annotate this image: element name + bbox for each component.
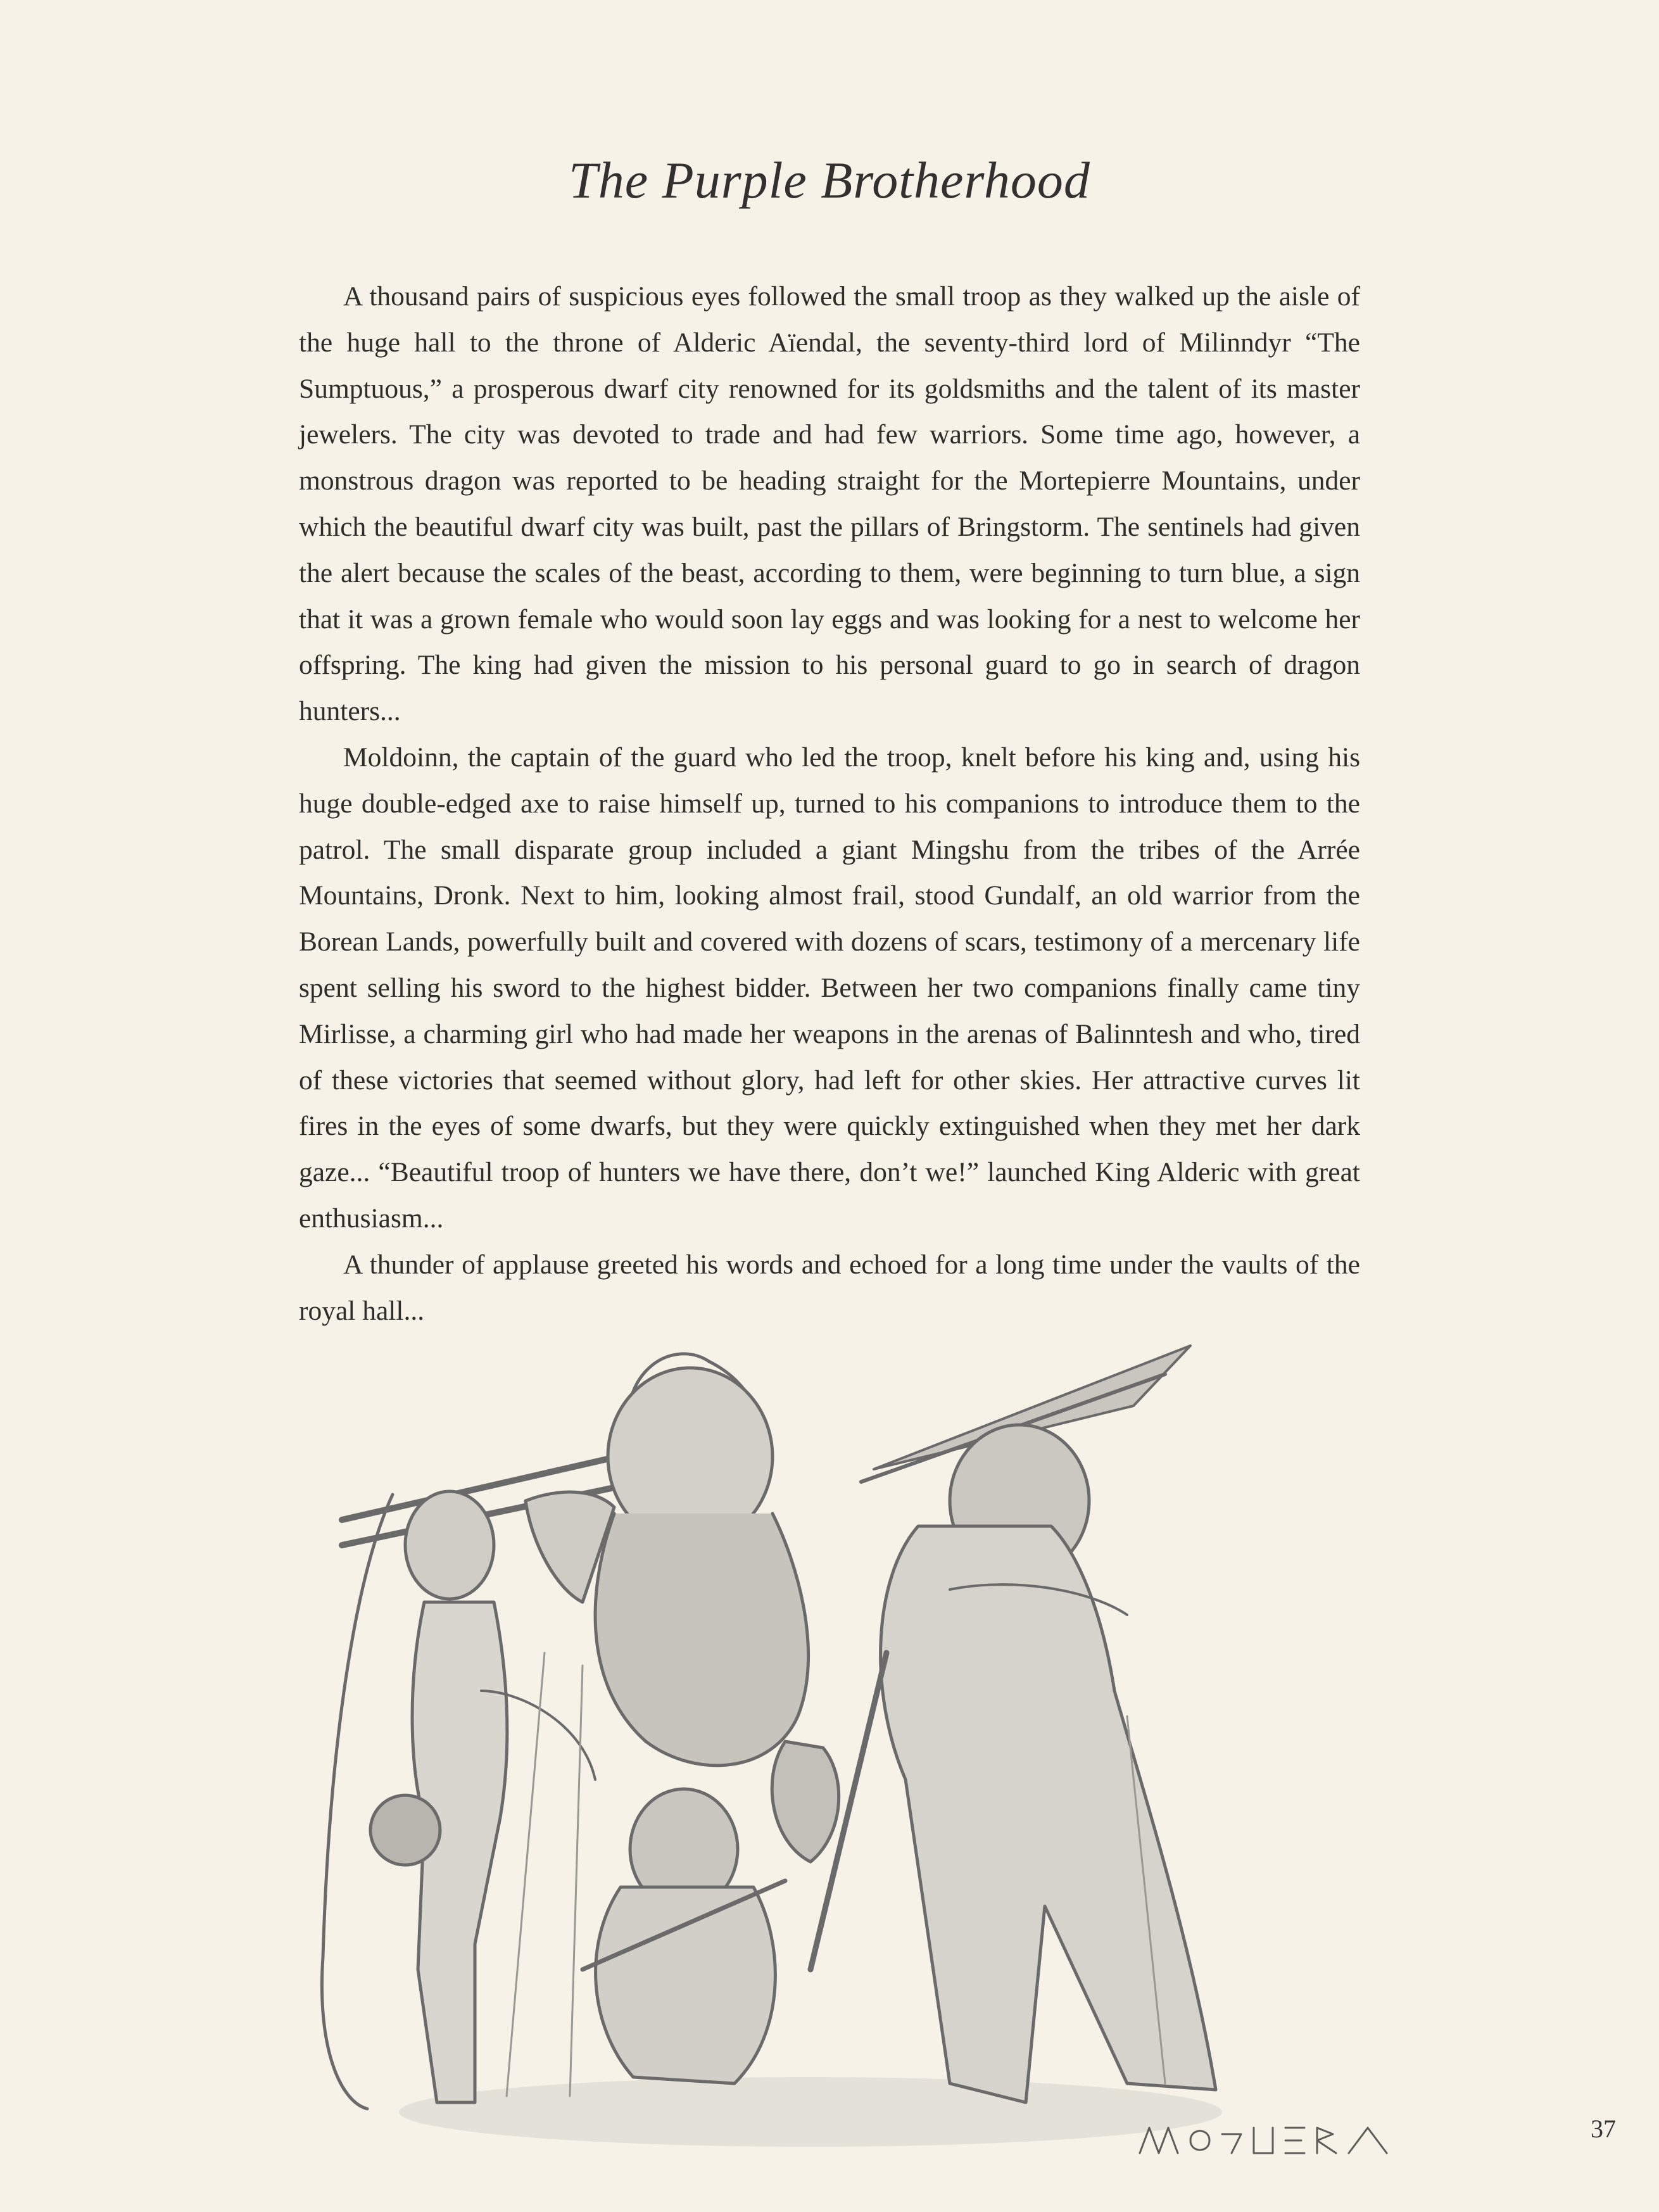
paragraph: Moldoinn, the captain of the guard who led the troop, knelt before his king and, using his huge double-edged axe to raise himself up, turned to his companions to introduce them to the patrol. The small disparate group included a giant Mingshu from the tribes of the Arrée Mountains, Dronk. Next to him, looking almost frail, stood Gundalf, an old warrior from the Borean Lands, powerfully built and covered with dozens of scars, testimony of a mercenary life spent selling his sword to the highest bidder. Between her two companions finally came tiny Mirlisse, a charming girl who had made her weapons in the arenas of Balinntesh and who, tired of these victories that seemed without glory, had left for other skies. Her attractive curves lit fires in the eyes of some dwarfs, but they were quickly extinguished when they met her dark gaze... “Beautiful troop of hunters we have there, don’t we!” launched King Alderic with great enthusiasm... xyxy=(299,742,1360,1234)
chapter-title: The Purple Brotherhood xyxy=(569,151,1090,209)
warriors-illustration xyxy=(317,1336,1418,2185)
page-number: 37 xyxy=(1591,2114,1616,2143)
body-text xyxy=(299,274,1360,1334)
paragraph: A thunder of applause greeted his words and echoed for a long time under the vaults of the royal hall... xyxy=(299,1249,1360,1326)
paragraph: A thousand pairs of suspicious eyes followed the small troop as they walked up the aisle of the huge hall to the throne of Alderic Aïendal, the seventy-third lord of Milinndyr “The Sumptuous,” a prosperous dwarf city renowned for its goldsmiths and the talent of its master jewelers. The city was devoted to trade and had few warriors. Some time ago, however, a monstrous dragon was reported to be heading straight for the Mortepierre Mountains, under which the beautiful dwarf city was built, past the pillars of Bringstorm. The sentinels had given the alert because the scales of the beast, according to them, were beginning to turn blue, a sign that it was a grown female who would soon lay eggs and was looking for a nest to welcome her offspring. The king had given the mission to his personal guard to go in search of dragon hunters... xyxy=(299,281,1360,727)
